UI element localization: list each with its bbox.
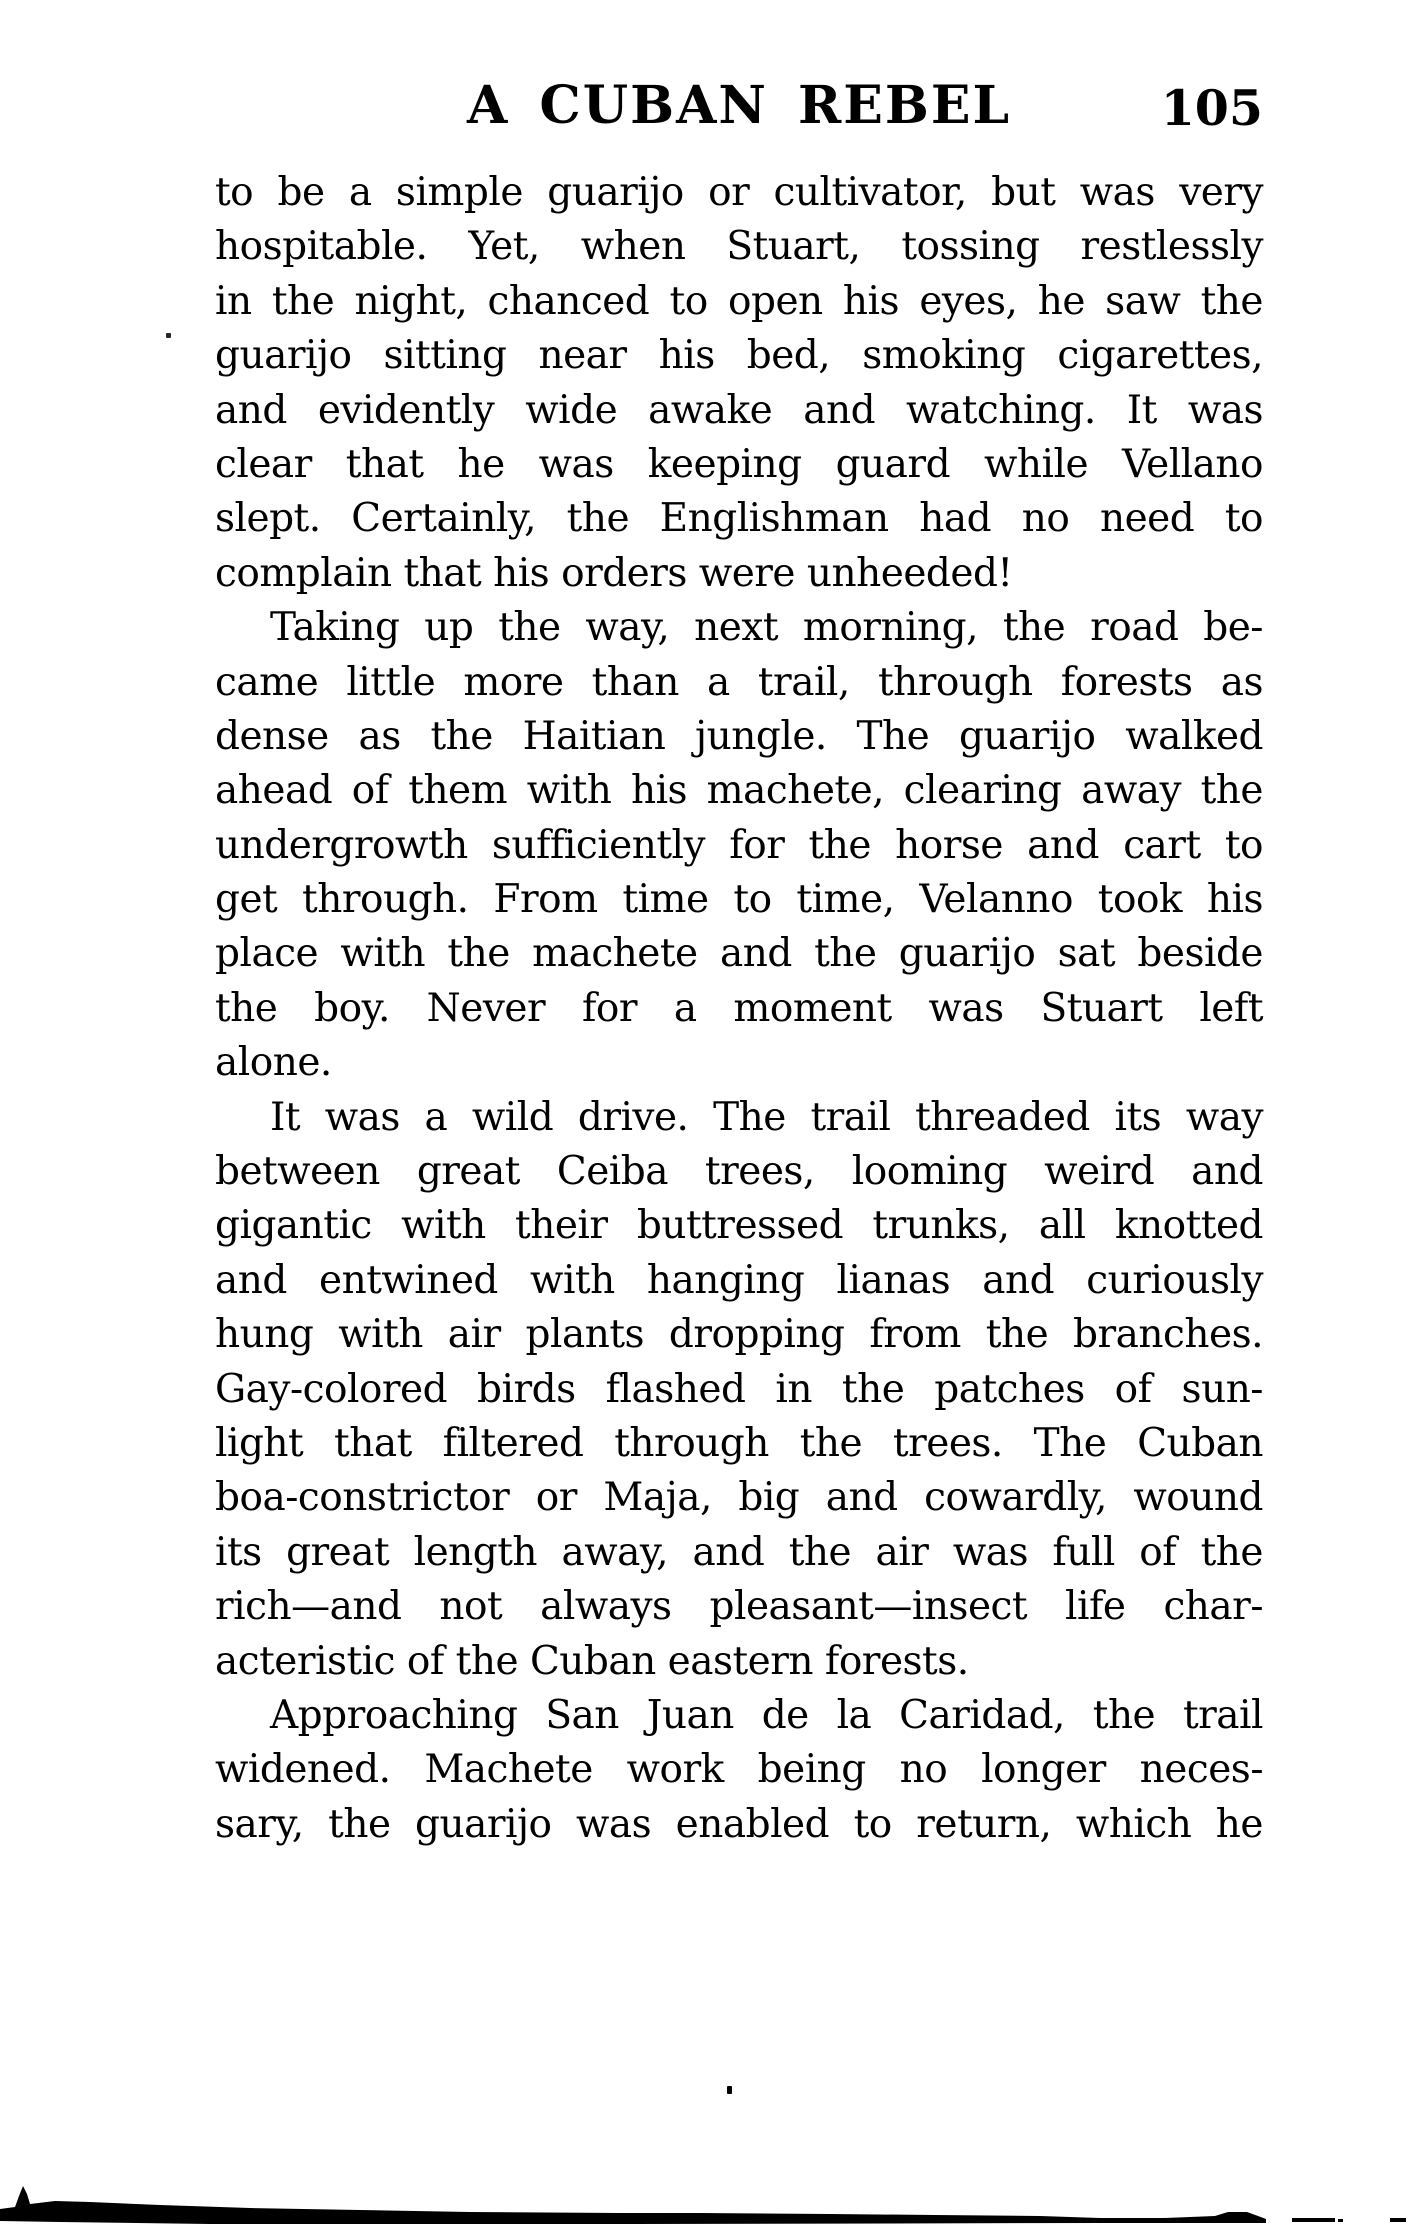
text-line: Gay-colored birds flashed in the patches of sun-: [215, 1366, 1263, 1412]
ink-speck-bottom: [727, 2086, 732, 2094]
text-line: widened. Machete work being no longer neces-: [215, 1747, 1263, 1793]
text-line: between great Ceiba trees, looming weird and: [215, 1149, 1263, 1195]
text-line: complain that his orders were unheeded!: [215, 550, 1013, 596]
text-line: hospitable. Yet, when Stuart, tossing restlessly: [215, 224, 1263, 270]
text-line: acteristic of the Cuban eastern forests.: [215, 1638, 969, 1684]
text-line: in the night, chanced to open his eyes, he saw the: [215, 278, 1263, 324]
text-line: hung with air plants dropping from the branches.: [215, 1312, 1263, 1358]
text-line: sary, the guarijo was enabled to return, which he: [215, 1801, 1263, 1847]
ink-speck-margin: [166, 333, 171, 338]
text-line: and evidently wide awake and watching. It was: [215, 387, 1263, 433]
text-line: guarijo sitting near his bed, smoking cigarettes,: [215, 333, 1263, 379]
text-line: gigantic with their buttressed trunks, all knotted: [215, 1203, 1263, 1249]
text-line: light that filtered through the trees. The Cuban: [215, 1420, 1263, 1466]
running-title: A CUBAN REBEL: [466, 75, 1012, 136]
text-line: slept. Certainly, the Englishman had no need to: [215, 496, 1263, 542]
text-line: It was a wild drive. The trail threaded its way: [270, 1094, 1263, 1140]
page-number: 105: [1160, 79, 1263, 137]
text-line: and entwined with hanging lianas and curiously: [215, 1257, 1263, 1303]
text-line: dense as the Haitian jungle. The guarijo walked: [215, 713, 1263, 759]
text-line: clear that he was keeping guard while Vellano: [215, 441, 1263, 487]
text-line: Taking up the way, next morning, the road be-: [270, 605, 1263, 651]
body-text: [215, 166, 1263, 1852]
text-line: alone.: [215, 1040, 332, 1086]
text-line: get through. From time to time, Velanno took his: [215, 877, 1263, 923]
page-header: [215, 75, 1263, 137]
text-line: its great length away, and the air was full of the: [215, 1529, 1263, 1575]
text-line: to be a simple guarijo or cultivator, but was very: [215, 170, 1263, 215]
text-line: Approaching San Juan de la Caridad, the trail: [270, 1692, 1263, 1738]
text-line: place with the machete and the guarijo sat beside: [215, 931, 1263, 977]
text-line: ahead of them with his machete, clearing away the: [215, 768, 1263, 814]
text-line: the boy. Never for a moment was Stuart left: [215, 985, 1263, 1031]
text-line: rich—and not always pleasant—insect life char-: [215, 1584, 1263, 1630]
text-line: came little more than a trail, through forests as: [215, 659, 1263, 705]
text-line: boa-constrictor or Maja, big and cowardly, wound: [215, 1475, 1263, 1521]
text-line: undergrowth sufficiently for the horse and cart to: [215, 822, 1263, 868]
